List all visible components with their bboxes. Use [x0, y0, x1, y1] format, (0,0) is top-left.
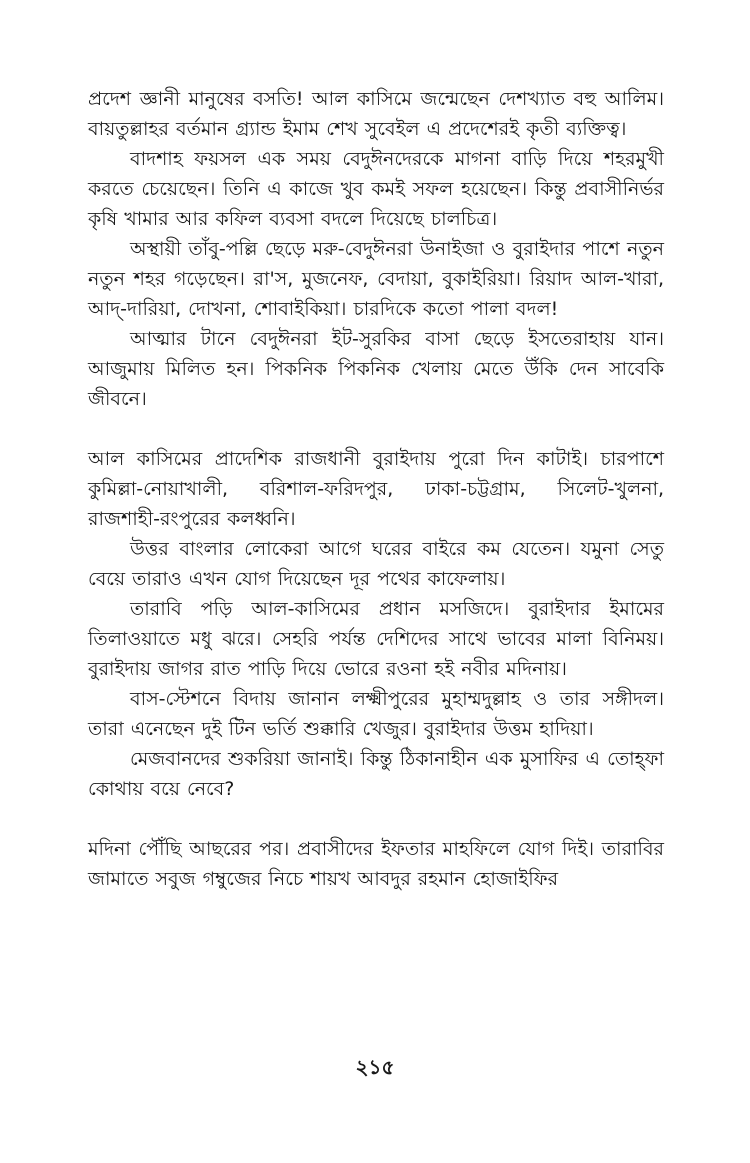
section-3 [88, 834, 664, 894]
section-1 [88, 84, 664, 414]
paragraph: আল কাসিমের প্রাদেশিক রাজধানী বুরাইদায় পুরো দিন কাটাই। চারপাশে কুমিল্লা-নোয়াখালী, বরিশাল-ফরিদপুর, ঢাকা-চট্টগ্রাম, সিলেট-খুলনা, রাজশাহী-রংপুরের কলধ্বনি। [88, 448, 664, 530]
paragraph: প্রদেশ জ্ঞানী মানুষের বসতি! আল কাসিমে জন্মেছেন দেশখ্যাত বহু আলিম। বায়তুল্লাহর বর্তমান গ্র্যান্ড ইমাম শেখ সুবেইল এ প্রদেশেরই কৃতী ব্যক্তিত্ব। [88, 88, 664, 140]
paragraph: অস্থায়ী তাঁবু-পল্লি ছেড়ে মরু-বেদুঈনরা উনাইজা ও বুরাইদার পাশে নতুন নতুন শহর গড়েছেন। রা'স, মুজনেফ, বেদায়া, বুকাইরিয়া। রিয়াদ আল-খারা, আদ্-দারিয়া, দোখনা, শোবাইকিয়া। চারদিকে কতো পালা বদল! [88, 238, 664, 320]
paragraph: তারাবি পড়ি আল-কাসিমের প্রধান মসজিদে। বুরাইদার ইমামের তিলাওয়াতে মধু ঝরে। সেহরি পর্যন্ত দেশিদের সাথে ভাবের মালা বিনিময়। বুরাইদায় জাগর রাত পাড়ি দিয়ে ভোরে রওনা হই নবীর মদিনায়। [88, 598, 664, 680]
paragraph: বাদশাহ ফয়সল এক সময় বেদুঈনদেরকে মাগনা বাড়ি দিয়ে শহরমুখী করতে চেয়েছেন। তিনি এ কাজে খুব কমই সফল হয়েছেন। কিন্তু প্রবাসীনির্ভর কৃষি খামার আর কফিল ব্যবসা বদলে দিয়েছে চালচিত্র। [88, 148, 664, 230]
paragraph: উত্তর বাংলার লোকেরা আগে ঘরের বাইরে কম যেতেন। যমুনা সেতু বেয়ে তারাও এখন যোগ দিয়েছেন দূর পথের কাফেলায়। [88, 538, 664, 590]
paragraph: মেজবানদের শুকরিয়া জানাই। কিন্তু ঠিকানাহীন এক মুসাফির এ তোহ্ফা কোথায় বয়ে নেবে? [88, 748, 664, 800]
section-2 [88, 444, 664, 804]
page-number: ২১৫ [355, 1055, 395, 1079]
paragraph: মদিনা পৌঁছি আছরের পর। প্রবাসীদের ইফতার মাহফিলে যোগ দিই। তারাবির জামাতে সবুজ গম্বুজের নিচে শায়খ আবদুর রহমান হোজাইফির [88, 838, 664, 890]
paragraph: আত্মার টানে বেদুঈনরা ইট-সুরকির বাসা ছেড়ে ইসতেরাহায় যান। আজুমায় মিলিত হন। পিকনিক পিকনিক খেলায় মেতে উঁকি দেন সাবেকি জীবনে। [88, 328, 664, 410]
page-body [88, 84, 664, 894]
paragraph: বাস-স্টেশনে বিদায় জানান লক্ষ্মীপুরের মুহাম্মদুল্লাহ ও তার সঙ্গীদল। তারা এনেছেন দুই টিন ভর্তি শুক্কারি খেজুর। বুরাইদার উত্তম হাদিয়া। [88, 688, 664, 740]
